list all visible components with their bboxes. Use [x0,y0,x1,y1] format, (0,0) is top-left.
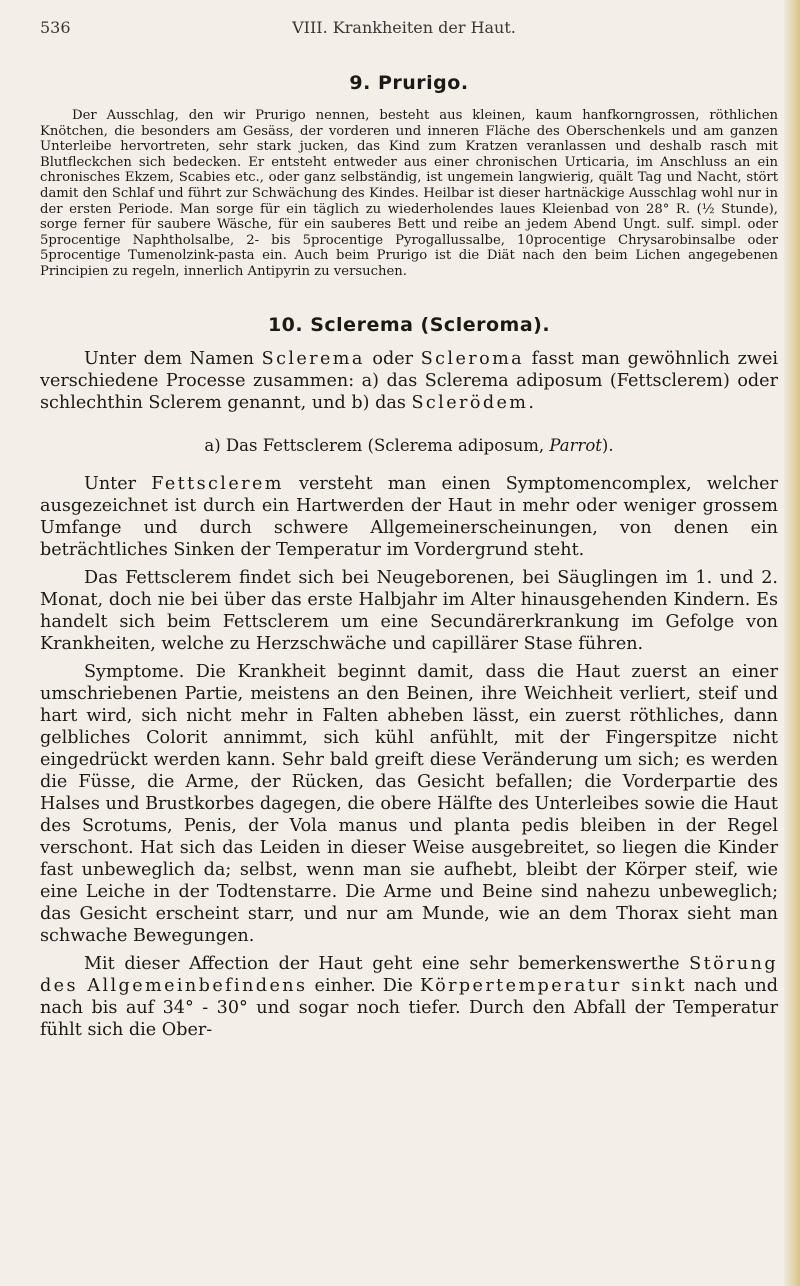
text-run: Unter [84,473,152,494]
page-edge-shadow [784,0,800,1286]
running-title: VIII. Krankheiten der Haut. [292,18,516,37]
general-condition-paragraph [40,953,778,1041]
text-run: Mit dieser Affection der Haut geht eine sehr bemerkenswerthe [84,953,690,974]
page-header [40,18,778,42]
text-run: versteht man einen Symptomencomplex, welcher ausgezeichnet ist durch ein Hartwerden der Haut in mehr oder weniger grossem Umfange und durch schwere Allgemeinerscheinungen, von denen ein beträchtliches Sinken der Temperatur im Vordergrund steht. [40,473,778,560]
term-koerpertemperatur: Körpertemperatur sinkt [420,975,687,996]
text-run: fasst man gewöhnlich zwei verschiedene Processe zusammen: a) das Sclerema adiposum (Fettsclerem) oder schlechthin Sclerem genannt, und b) das [40,348,778,413]
section-heading-prurigo: 9. Prurigo. [349,72,469,94]
term-scleroma: Scleroma [420,348,525,369]
fettsclerem-definition-paragraph [40,473,778,561]
term-sclerodem: Sclerödem [411,392,529,413]
text-run: nach und nach bis auf 34° - 30° und sogar noch tiefer. Durch den Abfall der Temperatur fühlt sich die Ober- [40,975,779,1040]
book-page [40,18,778,1041]
subheading-author: Parrot [549,435,602,455]
subheading-end: ). [601,435,614,455]
text-run: Unter dem Namen [84,348,262,369]
subheading-text: a) Das Fettsclerem (Sclerema adiposum, [204,435,550,455]
text-run: einher. Die [307,975,421,996]
text-run: . [528,392,534,413]
section-heading-sclerema: 10. Sclerema (Scleroma). [267,313,551,336]
prurigo-paragraph: Der Ausschlag, den wir Prurigo nennen, besteht aus kleinen, kaum hanfkorngrossen, röthlichen Knötchen, die besonders am Gesäss, der vorderen und inneren Fläche des Oberschenkels und am ganzen Unterleibe hervortreten, sehr stark jucken, das Kind zum Kratzen veranlassen und deshalb rasch mit Blutfleckchen sich bedecken. Er entsteht entweder aus einer chronischen Urticaria, im Anschluss an ein chronisches Ekzem, Scabies etc., oder ganz selbständig, ist ungemein langwierig, quält Tag und Nacht, stört damit den Schlaf und führt zur Schwächung des Kindes. Heilbar ist dieser hartnäckige Ausschlag wohl nur in der ersten Periode. Man sorge für ein täglich zu wiederholendes laues Kleienbad von 28° R. (½ Stunde), sorge ferner für saubere Wäsche, für ein sauberes Bett und reibe an jedem Abend Ungt. sulf. simpl. oder 5procentige Naphtholsalbe, 2- bis 5procentige Pyrogallussalbe, 10procentige Chrysarobinsalbe oder 5procentige Tumenolzink-pasta ein. Auch beim Prurigo ist die Diät nach den beim Lichen angegebenen Principien zu regeln, innerlich Antipyrin zu versuchen. [40,108,778,279]
symptoms-paragraph: Symptome. Die Krankheit beginnt damit, dass die Haut zuerst an einer umschriebenen Partie, meistens an den Beinen, ihre Weichheit verliert, steif und hart wird, sich nicht mehr in Falten abheben lässt, ein zuerst röthliches, dann gelbliches Colorit annimmt, sich kühl anfühlt, mit der Fingerspitze nicht eingedrückt werden kann. Sehr bald greift diese Veränderung um sich; es werden die Füsse, die Arme, der Rücken, das Gesicht befallen; die Vorderpartie des Halses und Brustkorbes dagegen, die obere Hälfte des Unterleibes sowie die Haut des Scrotums, Penis, der Vola manus und planta pedis bleiben in der Regel verschont. Hat sich das Leiden in dieser Weise ausgebreitet, so liegen die Kinder fast unbeweglich da; selbst, wenn man sie aufhebt, bleibt der Körper steif, wie eine Leiche in der Todtenstarre. Die Arme und Beine sind nahezu unbeweglich; das Gesicht erscheint starr, und nur am Munde, wie an dem Thorax sieht man schwache Bewegungen. [40,661,778,946]
subsection-heading-fettsclerem [40,436,778,455]
text-run: oder [364,348,421,369]
page-number: 536 [40,18,71,37]
term-stoerung: Störung des Allgemeinbefindens [40,953,778,996]
term-fettsclerem: Fettsclerem [151,473,284,494]
sclerema-intro-paragraph [40,348,778,414]
fettsclerem-occurrence-paragraph: Das Fettsclerem findet sich bei Neugeborenen, bei Säuglingen im 1. und 2. Monat, doch nie bei über das erste Halbjahr im Alter hinausgehenden Kindern. Es handelt sich beim Fettsclerem um eine Secundärerkrankung im Gefolge von Krankheiten, welche zu Herzschwäche und capillärer Stase führen. [40,567,778,654]
term-sclerema: Sclerema [261,348,365,369]
